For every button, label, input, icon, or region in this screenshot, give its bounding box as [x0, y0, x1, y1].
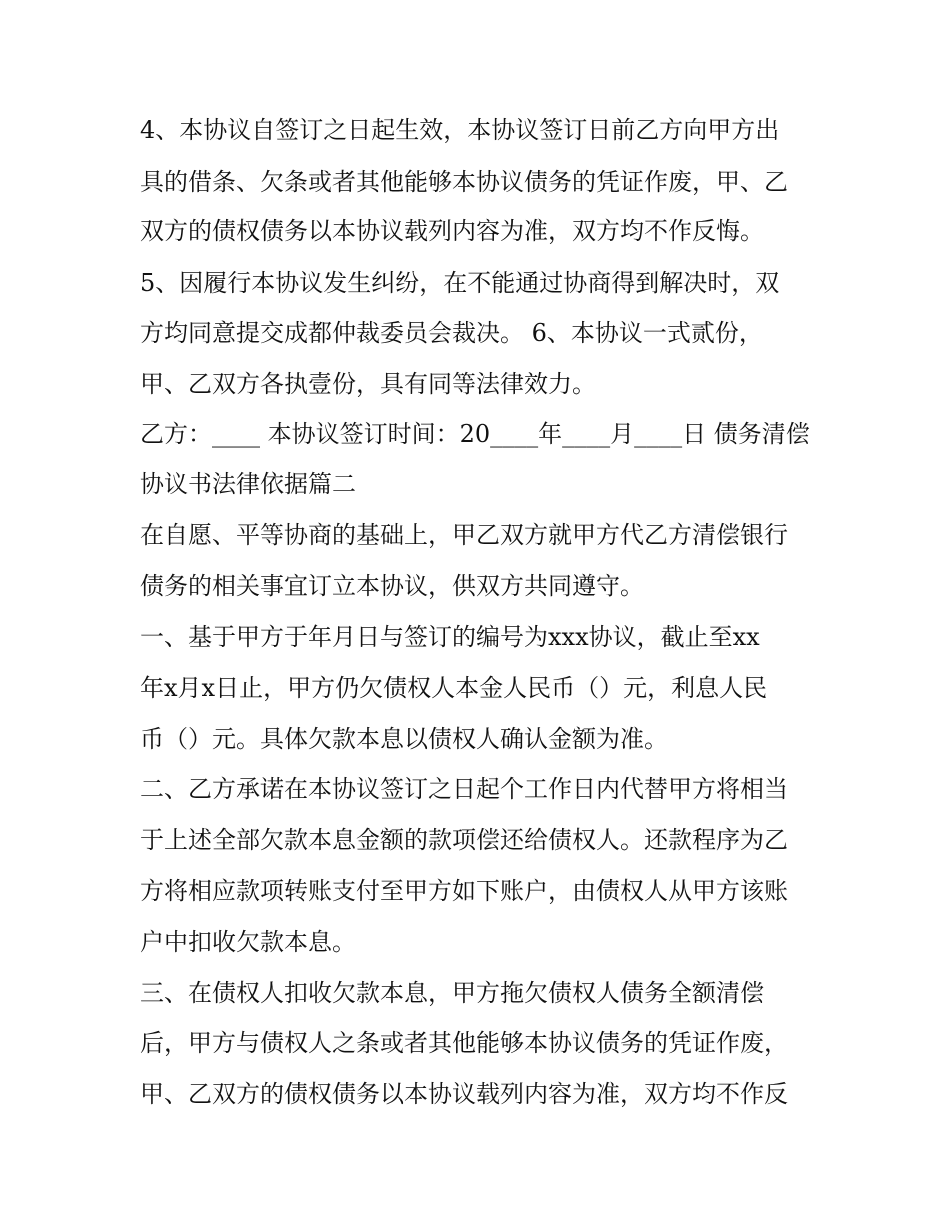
- text-line: 三、在债权人扣收欠款本息，甲方拖欠债权人债务全额清偿: [140, 979, 764, 1007]
- text-line: 于上述全部欠款本息金额的款项偿还给债权人。还款程序为乙: [140, 826, 788, 854]
- text-line: 户中扣收欠款本息。: [140, 928, 356, 956]
- text-line: 年x月x日止，甲方仍欠债权人本金人民币（）元，利息人民: [140, 674, 768, 702]
- text-line: 方将相应款项转账支付至甲方如下账户，由债权人从甲方该账: [140, 877, 788, 905]
- text-line: 后，甲方与债权人之条或者其他能够本协议债务的凭证作废，: [140, 1029, 788, 1057]
- text-line: 双方的债权债务以本协议载列内容为准，双方均不作反悔。: [140, 217, 764, 245]
- text-line: 币（）元。具体欠款本息以债权人确认金额为准。: [140, 725, 668, 753]
- text-line: 方均同意提交成都仲裁委员会裁决。 6、本协议一式贰份，: [140, 319, 763, 347]
- text-line: 乙方：____ 本协议签订时间：20____年____月____日 债务清偿: [140, 420, 810, 448]
- text-line: 在自愿、平等协商的基础上，甲乙双方就甲方代乙方清偿银行: [140, 521, 788, 549]
- text-line: 5、因履行本协议发生纠纷，在不能通过协商得到解决时，双: [140, 269, 780, 297]
- text-line: 甲、乙双方的债权债务以本协议载列内容为准，双方均不作反: [140, 1080, 788, 1108]
- text-line: 债务的相关事宜订立本协议，供双方共同遵守。: [140, 572, 644, 600]
- text-line: 协议书法律依据篇二: [140, 470, 356, 498]
- text-line: 4、本协议自签订之日起生效，本协议签订日前乙方向甲方出: [140, 116, 780, 144]
- text-line: 二、乙方承诺在本协议签订之日起个工作日内代替甲方将相当: [140, 775, 788, 803]
- text-line: 甲、乙双方各执壹份，具有同等法律效力。: [140, 370, 596, 398]
- text-line: 一、基于甲方于年月日与签订的编号为xxx协议，截止至xx: [140, 623, 760, 651]
- text-line: 具的借条、欠条或者其他能够本协议债务的凭证作废，甲、乙: [140, 168, 788, 196]
